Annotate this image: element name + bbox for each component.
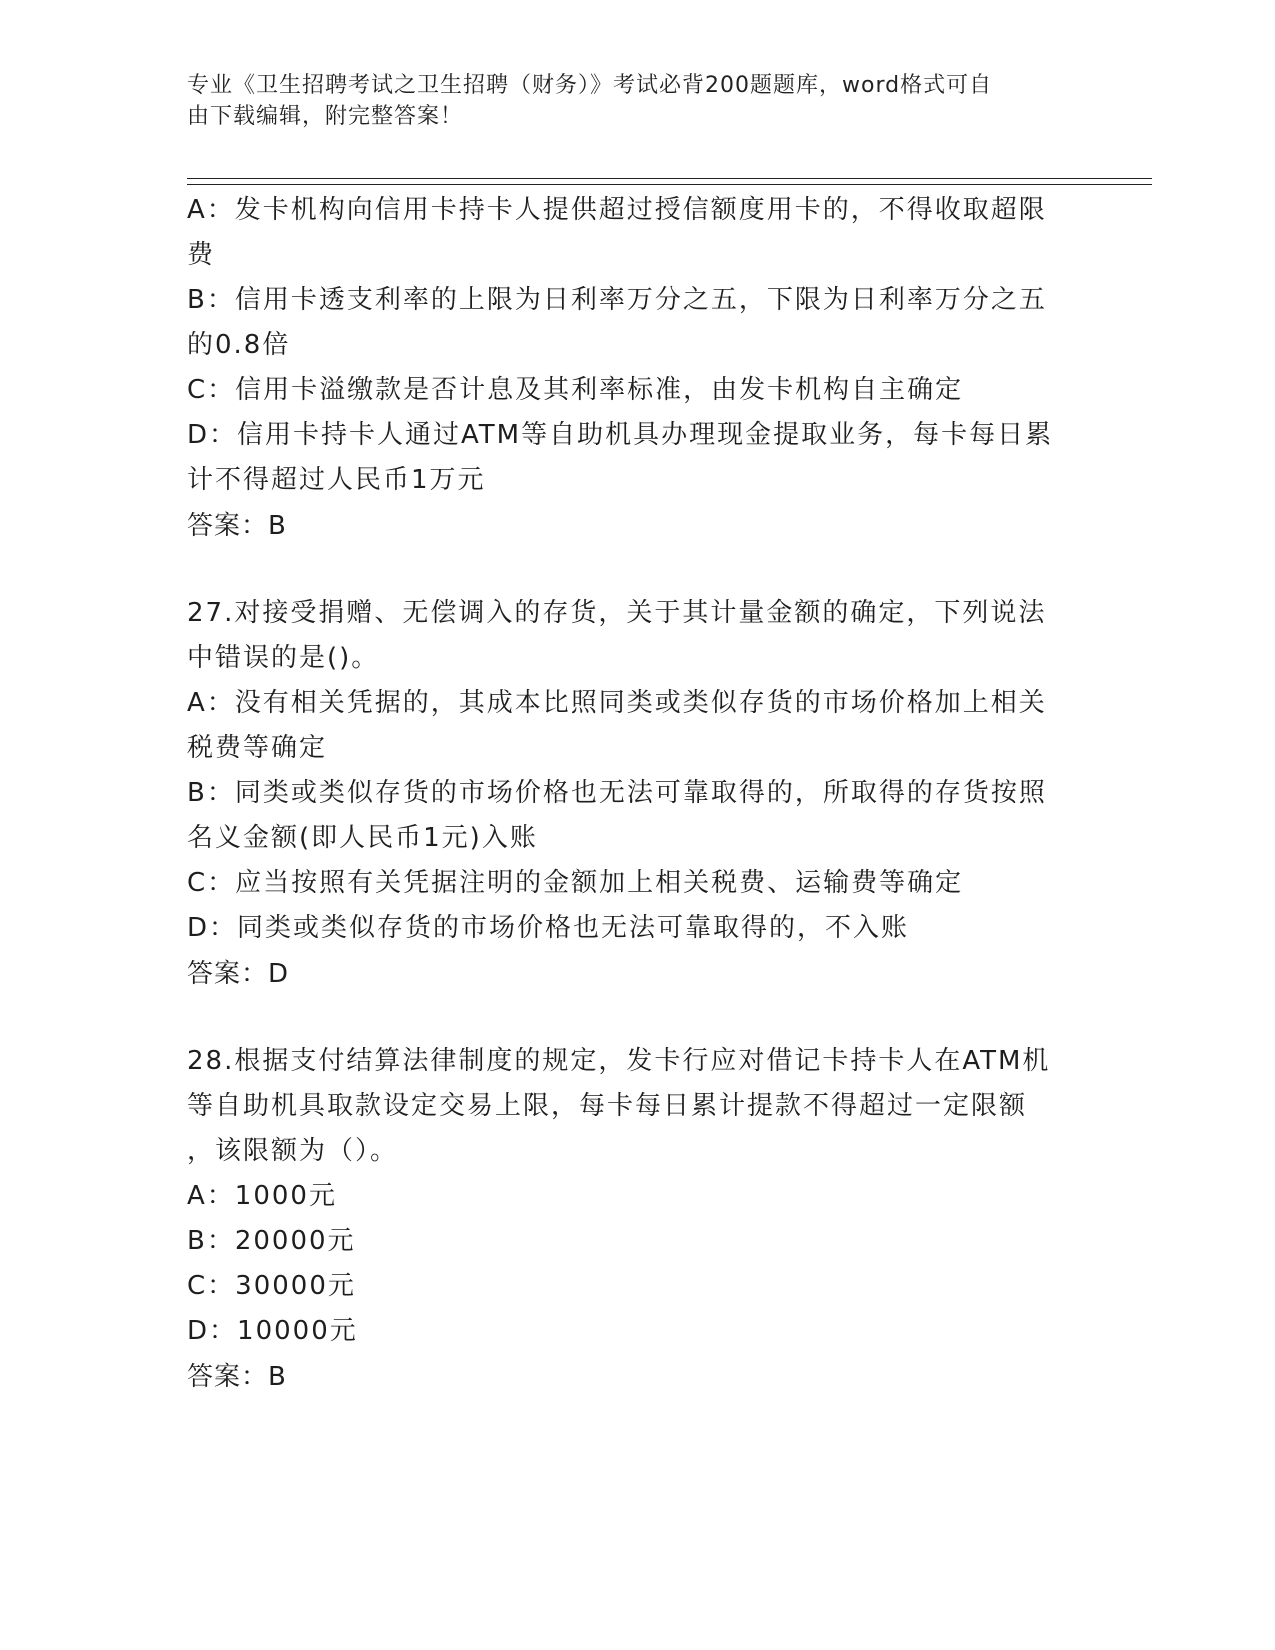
header-line-1: 专业《卫生招聘考试之卫生招聘（财务）》考试必背200题题库，word格式可自 [187,73,993,98]
option-a-line-1: A：1000元 [187,1181,337,1211]
question-stem-line-1: 27.对接受捐赠、无偿调入的存货，关于其计量金额的确定，下列说法 [187,598,1047,628]
option-b-line-1: B：20000元 [187,1226,356,1256]
option-b-line-1: B：同类或类似存货的市场价格也无法可靠取得的，所取得的存货按照 [187,778,1047,808]
option-a-line-2: 税费等确定 [187,733,328,763]
question-stem-line-2: 中错误的是()。 [187,643,380,673]
option-d-line-1: D：同类或类似存货的市场价格也无法可靠取得的，不入账 [187,913,910,943]
header-divider-bottom [187,184,1152,185]
option-b-line-2: 的0.8倍 [187,330,291,360]
answer-label: 答案：D [187,959,290,989]
option-a-line-1: A：没有相关凭据的，其成本比照同类或类似存货的市场价格加上相关 [187,688,1047,718]
spacer [187,550,1087,591]
option-d-line-1: D：10000元 [187,1316,358,1346]
document-header [187,70,1067,132]
option-d-line-2: 计不得超过人民币1万元 [187,465,486,495]
option-a-line-2: 费 [187,240,216,270]
option-b-line-2: 名义金额(即人民币1元)入账 [187,823,538,853]
question-content [187,188,1087,1401]
header-line-2: 由下载编辑，附完整答案！ [187,104,464,129]
option-b-line-1: B：信用卡透支利率的上限为日利率万分之五，下限为日利率万分之五 [187,285,1047,315]
question-26 [187,188,1087,550]
option-c-line-1: C：应当按照有关凭据注明的金额加上相关税费、运输费等确定 [187,868,964,898]
option-c-line-1: C：30000元 [187,1271,356,1301]
answer-label: 答案：B [187,511,287,541]
question-stem-line-3: ，该限额为（）。 [187,1136,399,1166]
option-c-line-1: C：信用卡溢缴款是否计息及其利率标准，由发卡机构自主确定 [187,375,964,405]
option-a-line-1: A：发卡机构向信用卡持卡人提供超过授信额度用卡的，不得收取超限 [187,195,1047,225]
header-divider-top [187,178,1152,179]
spacer [187,998,1087,1039]
question-stem-line-1: 28.根据支付结算法律制度的规定，发卡行应对借记卡持卡人在ATM机 [187,1046,1051,1076]
question-27 [187,591,1087,998]
question-stem-line-2: 等自助机具取款设定交易上限，每卡每日累计提款不得超过一定限额 [187,1091,1028,1121]
answer-label: 答案：B [187,1362,287,1392]
option-d-line-1: D：信用卡持卡人通过ATM等自助机具办理现金提取业务，每卡每日累 [187,420,1054,450]
question-28 [187,1039,1087,1401]
